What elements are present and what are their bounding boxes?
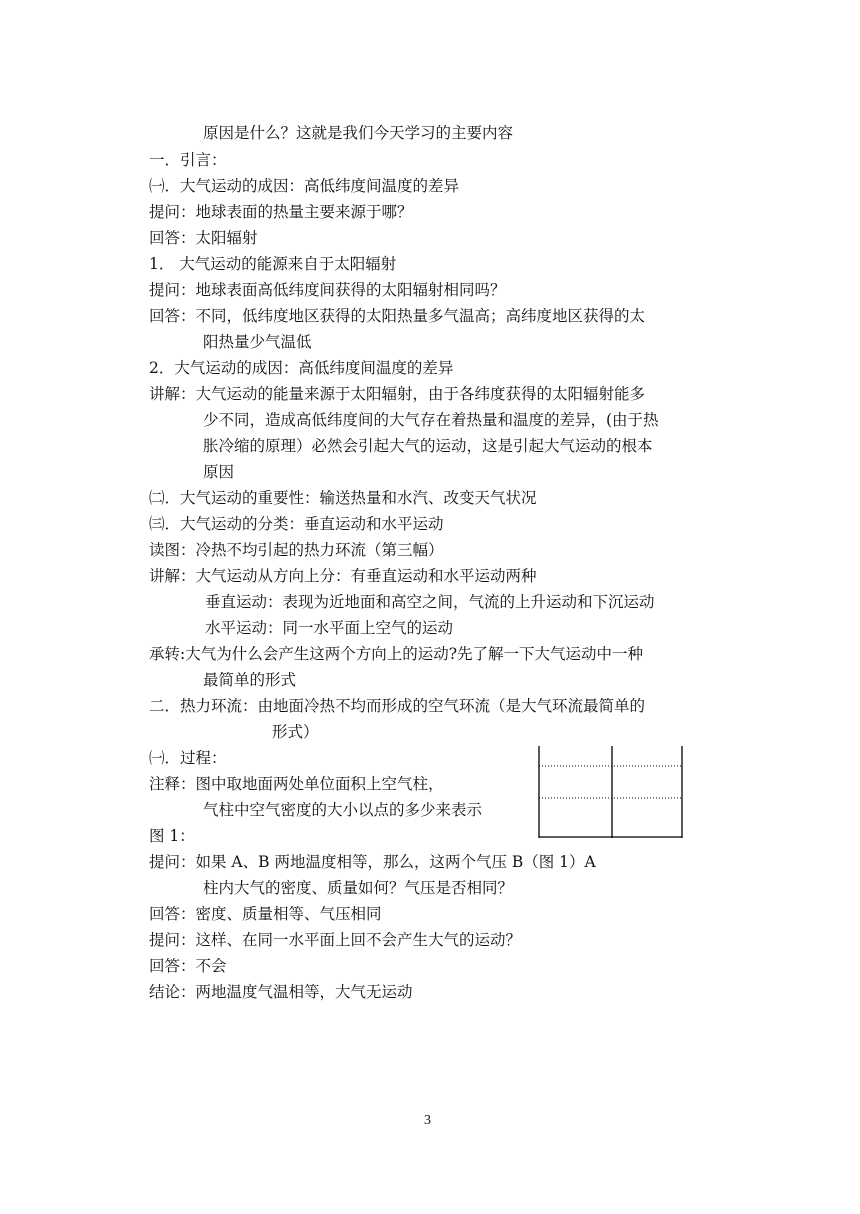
text-line: 气柱中空气密度的大小以点的多少来表示: [203, 801, 483, 819]
text-line: 原因是什么？这就是我们今天学习的主要内容: [203, 124, 514, 142]
text-line: 注释：图中取地面两处单位面积上空气柱，: [149, 775, 444, 793]
text-line: 原因: [203, 463, 235, 481]
page-number: 3: [424, 1113, 431, 1128]
subsection-heading: ㈠．大气运动的成因：高低纬度间温度的差异: [149, 177, 460, 195]
text-line: 回答：不会: [149, 957, 227, 975]
text-line: 讲解：大气运动从方向上分：有垂直运动和水平运动两种: [149, 567, 537, 585]
text-line: 水平运动：同一水平面上空气的运动: [205, 619, 454, 637]
text-line: 提问：地球表面高低纬度间获得的太阳辐射相同吗？: [149, 281, 506, 299]
text-line: 少不同，造成高低纬度间的大气存在着热量和温度的差异，(由于热: [203, 411, 659, 429]
text-line: 垂直运动：表现为近地面和高空之间，气流的上升运动和下沉运动: [205, 593, 655, 611]
text-line: 承转:大气为什么会产生这两个方向上的运动?先了解一下大气运动中一种: [149, 645, 644, 663]
figure-label: 图 1：: [149, 827, 195, 845]
subsection-heading: ㈠．过程：: [149, 749, 227, 767]
text-line: 回答：太阳辐射: [149, 229, 258, 247]
text-line: 最简单的形式: [203, 671, 297, 689]
section-heading: 二．热力环流：由地面冷热不均而形成的空气环流（是大气环流最简单的: [149, 697, 646, 715]
text-line: 柱内大气的密度、质量如何？气压是否相同？: [203, 879, 514, 897]
text-line: 读图：冷热不均引起的热力环流（第三幅）: [149, 541, 444, 559]
text-line: 回答：密度、质量相等、气压相同: [149, 905, 382, 923]
text-line: 形式）: [272, 723, 319, 741]
text-line: 提问：这样、在同一水平面上回不会产生大气的运动？: [149, 931, 522, 949]
subsection-heading: ㈡．大气运动的重要性：输送热量和水汽、改变天气状况: [149, 489, 537, 507]
text-line: 1． 大气运动的能源来自于太阳辐射: [149, 255, 397, 273]
section-heading: 一．引言：: [149, 151, 227, 169]
text-line: 回答：不同，低纬度地区获得的太阳热量多气温高；高纬度地区获得的太: [149, 307, 646, 325]
text-line: 2．大气运动的成因：高低纬度间温度的差异: [149, 359, 454, 377]
text-line: 提问：地球表面的热量主要来源于哪？: [149, 203, 413, 221]
text-line: 提问：如果 A、B 两地温度相等，那么，这两个气压 B（图 1）A: [149, 853, 596, 871]
text-line: 结论：两地温度气温相等，大气无运动: [149, 983, 413, 1001]
text-line: 讲解：大气运动的能量来源于太阳辐射，由于各纬度获得的太阳辐射能多: [149, 385, 646, 403]
text-line: 胀冷缩的原理）必然会引起大气的运动，这是引起大气运动的根本: [203, 437, 653, 455]
air-column-diagram: [538, 746, 684, 838]
text-line: 阳热量少气温低: [203, 333, 312, 351]
subsection-heading: ㈢．大气运动的分类：垂直运动和水平运动: [149, 515, 444, 533]
